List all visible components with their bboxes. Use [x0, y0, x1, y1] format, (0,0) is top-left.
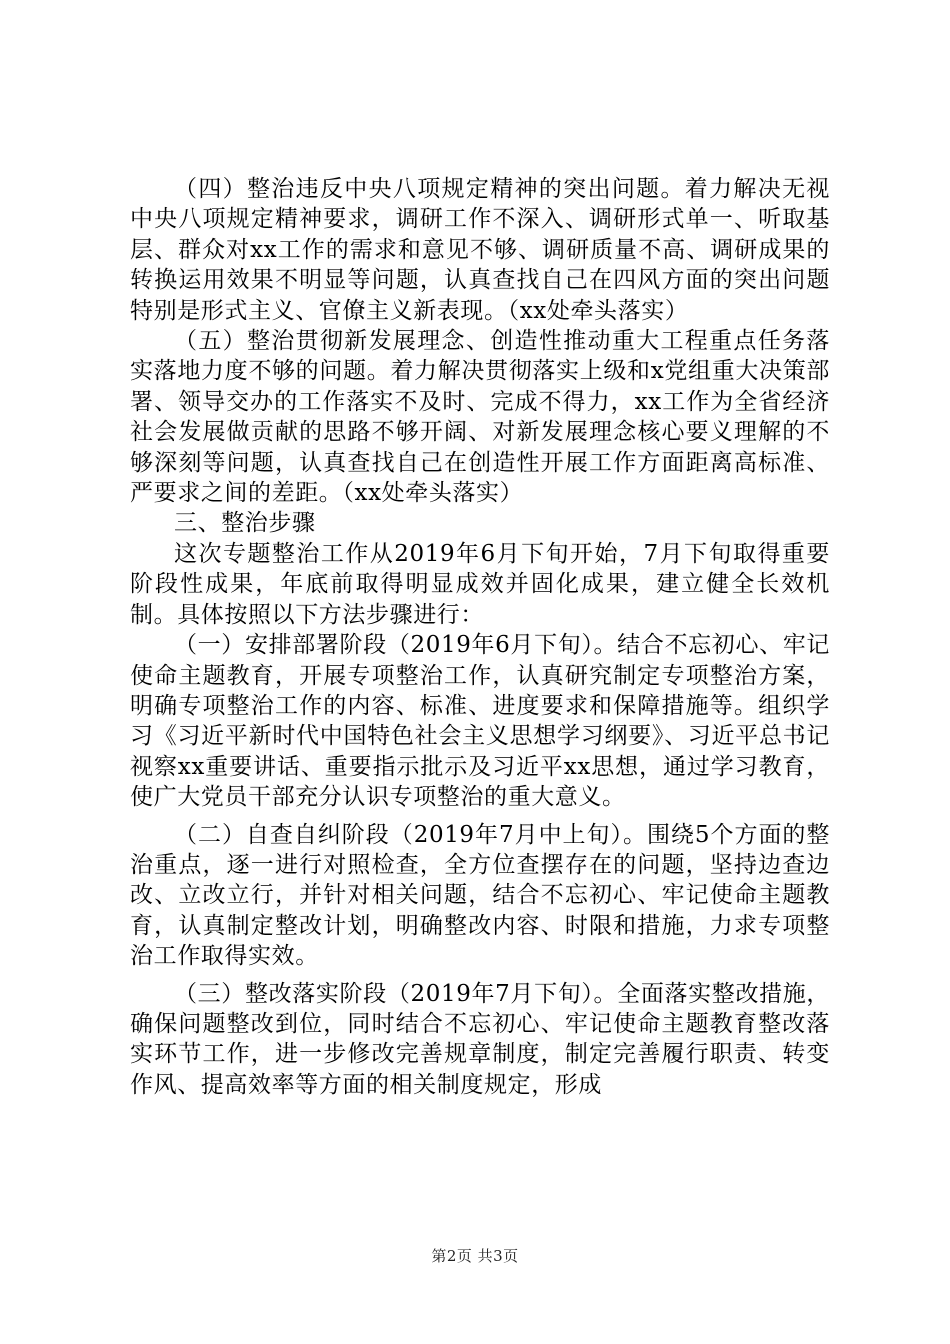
paragraph-step-3: （三）整改落实阶段（2019年7月下旬）。全面落实整改措施，确保问题整改到位，同时结合不忘初心、牢记使命主题教育整改落实环节工作，进一步修改完善规章制度，制定完善履行职责、转变作风、提高效率等方面的相关制度规定，形成: [130, 980, 830, 1098]
paragraph-steps-intro: 这次专题整治工作从2019年6月下旬开始，7月下旬取得重要阶段性成果，年底前取得明显成效并固化成果，建立健全长效机制。具体按照以下方法步骤进行：: [130, 540, 830, 628]
section-heading-steps: 三、整治步骤: [174, 510, 316, 537]
paragraph-item-4: （四）整治违反中央八项规定精神的突出问题。着力解决无视中央八项规定精神要求，调研工作不深入、调研形式单一、听取基层、群众对xx工作的需求和意见不够、调研质量不高、调研成果的转换运用效果不明显等问题，认真查找自己在四风方面的突出问题特别是形式主义、官僚主义新表现。（xx处牵头落实）: [130, 176, 830, 324]
document-body: [130, 174, 830, 1100]
paragraph-item-5: （五）整治贯彻新发展理念、创造性推动重大工程重点任务落实落地力度不够的问题。着力解决贯彻落实上级和x党组重大决策部署、领导交办的工作落实不及时、完成不得力，xx工作为全省经济社会发展做贡献的思路不够开阔、对新发展理念核心要义理解的不够深刻等问题，认真查找自己在创造性开展工作方面距离高标准、严要求之间的差距。（xx处牵头落实）: [130, 328, 830, 507]
paragraph-step-1: （一）安排部署阶段（2019年6月下旬）。结合不忘初心、牢记使命主题教育，开展专项整治工作，认真研究制定专项整治方案，明确专项整治工作的内容、标准、进度要求和保障措施等。组织学习《习近平新时代中国特色社会主义思想学习纲要》、习近平总书记视察xx重要讲话、重要指示批示及习近平xx思想，通过学习教育，使广大党员干部充分认识专项整治的重大意义。: [130, 632, 830, 811]
paragraph-step-2: （二）自查自纠阶段（2019年7月中上旬）。围绕5个方面的整治重点，逐一进行对照检查，全方位查摆存在的问题，坚持边查边改、立改立行，并针对相关问题，结合不忘初心、牢记使命主题教育，认真制定整改计划，明确整改内容、时限和措施，力求专项整治工作取得实效。: [130, 821, 830, 970]
page-footer: 第2页 共3页: [431, 1247, 519, 1265]
